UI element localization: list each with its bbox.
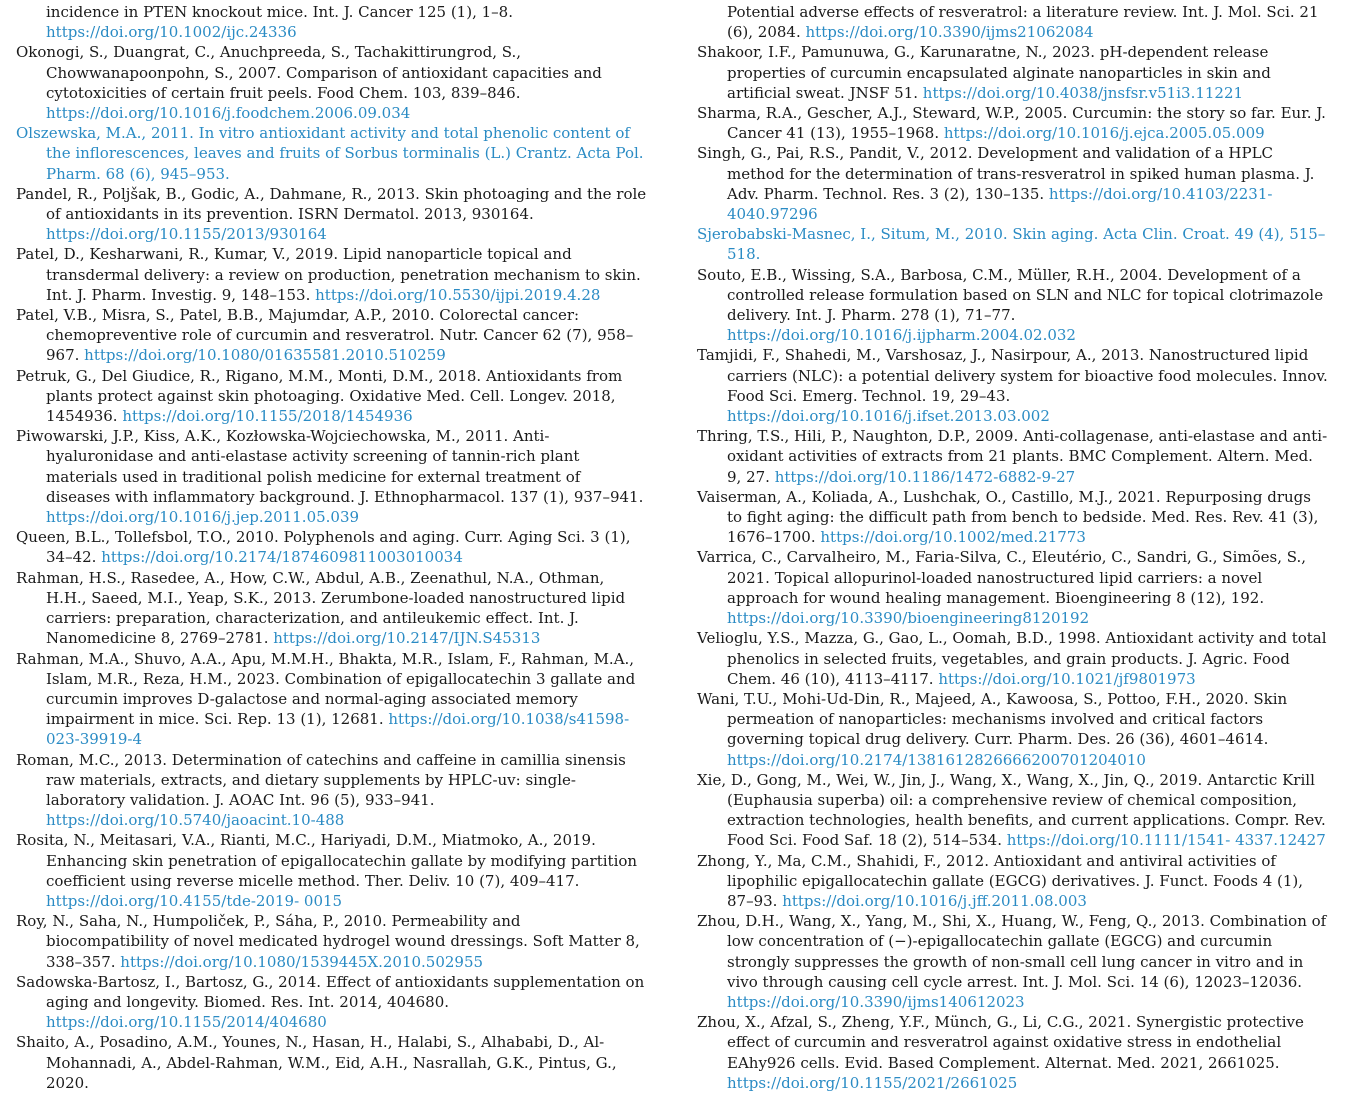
reference-entry [697,487,1329,548]
reference-entry [16,1032,648,1093]
reference-text: Vaiserman, A., Koliada, A., Lushchak, O., Castillo, M.J., 2021. Repurposing drugs to fight aging: the difficult path from bench to bedside. Med. Res. Rev. 41 (3), 1676–1700. [697,487,1319,547]
doi-link[interactable]: https://doi.org/10.5740/jaoacint.10-488 [46,811,345,830]
reference-text: Zhou, X., Afzal, S., Zheng, Y.F., Münch, G., Li, C.G., 2021. Synergistic protective effect of curcumin and resveratrol against oxidative stress in endothelial EAhy926 cells. Evid. Based Complement. Alternat. Med. 2021, 2661025. [697,1013,1304,1072]
reference-text: Rosita, N., Meitasari, V.A., Rianti, M.C., Hariyadi, D.M., Miatmoko, A., 2019. Enhancing skin penetration of epigallocatechin gallate by modifying partition coefficient using reverse micelle method. Ther. Deliv. 10 (7), 409–417. [16,831,638,890]
reference-text: Rahman, M.A., Shuvo, A.A., Apu, M.M.H., Bhakta, M.R., Islam, F., Rahman, M.A., Islam, M.R., Reza, H.M., 2023. Combination of epigallocatechin 3 gallate and curcumin improves D-galactose and normal-aging associated memory impairment in mice. Sci. Rep. 13 (1), 12681. [16,649,636,729]
reference-entry [697,911,1329,1012]
reference-text: Tamjidi, F., Shahedi, M., Varshosaz, J., Nasirpour, A., 2013. Nanostructured lipid carriers (NLC): a potential delivery system for bioactive food molecules. Innov. Food Sci. Emerg. Technol. 19, 29–43. [697,346,1328,405]
doi-link[interactable]: https://doi.org/10.1016/j.ijpharm.2004.02.032 [727,326,1076,345]
reference-text: Roman, M.C., 2013. Determination of catechins and caffeine in camillia sinensis raw materials, extracts, and dietary supplements by HPLC-uv: single-laboratory validation. J. AOAC Int. 96 (5), 933–941. [16,750,626,809]
reference-text: Singh, G., Pai, R.S., Pandit, V., 2012. Development and validation of a HPLC method for the determination of trans-resveratrol in spiked human plasma. J. Adv. Pharm. Technol. Res. 3 (2), 130–135. [697,144,1315,203]
reference-column-right [697,2,1329,1093]
reference-entry [697,547,1329,628]
doi-link[interactable]: https://doi.org/10.3390/ijms21062084 [805,23,1094,42]
doi-link[interactable]: https://doi.org/10.1002/ijc.24336 [46,23,297,42]
reference-text: Queen, B.L., Tollefsbol, T.O., 2010. Polyphenols and aging. Curr. Aging Sci. 3 (1), 34–42. [16,528,631,567]
reference-entry [697,2,1329,42]
doi-link[interactable]: https://doi.org/10.4155/tde-2019- 0015 [46,891,343,910]
reference-entry [697,628,1329,689]
reference-text: Souto, E.B., Wissing, S.A., Barbosa, C.M., Müller, R.H., 2004. Development of a controlled release formulation based on SLN and NLC for topical clotrimazole delivery. Int. J. Pharm. 278 (1), 71–77. [697,265,1324,325]
reference-text: incidence in PTEN knockout mice. Int. J. Cancer 125 (1), 1–8. [46,3,513,21]
reference-text: Potential adverse effects of resveratrol: a literature review. Int. J. Mol. Sci. 21 (6), 2084. [727,3,1319,42]
doi-link[interactable]: https://doi.org/10.1155/2013/930164 [46,225,327,244]
doi-link[interactable]: https://doi.org/10.1016/j.jff.2011.08.003 [782,891,1087,910]
reference-entry [697,143,1329,224]
reference-entry [16,527,648,567]
reference-text: Okonogi, S., Duangrat, C., Anuchpreeda, S., Tachakittirungrod, S., Chowwanapoonpohn, S., 2007. Comparison of antioxidant capacities and cytotoxicities of certain fruit peels. Food Chem. 103, 839–846. [16,43,602,102]
reference-entry [16,42,648,123]
doi-link[interactable]: https://doi.org/10.4038/jnsfsr.v51i3.11221 [922,83,1244,102]
reference-entry [16,568,648,649]
reference-text: Roy, N., Saha, N., Humpoliček, P., Sáha, P., 2010. Permeability and biocompatibility of novel medicated hydrogel wound dressings. Soft Matter 8, 338–357. [16,912,640,971]
reference-entry [697,851,1329,912]
reference-text: Zhou, D.H., Wang, X., Yang, M., Shi, X., Huang, W., Feng, Q., 2013. Combination of low concentration of (−)-epigallocatechin gallate (EGCG) and curcumin strongly suppresses the growth of non-small cell lung cancer in vitro and in vivo through causing cell cycle arrest. Int. J. Mol. Sci. 14 (6), 12023–12036. [697,912,1327,991]
doi-link[interactable]: https://doi.org/10.2147/IJN.S45313 [273,629,541,648]
reference-text: Piwowarski, J.P., Kiss, A.K., Kozłowska-Wojciechowska, M., 2011. Anti-hyaluronidase and anti-elastase activity screening of tannin-rich plant materials used in traditional polish medicine for external treatment of diseases with inflammatory background. J. Ethnopharmacol. 137 (1), 937–941. [16,427,644,506]
reference-entry [697,42,1329,103]
reference-text: Petruk, G., Del Giudice, R., Rigano, M.M., Monti, D.M., 2018. Antioxidants from plants protect against skin photoaging. Oxidative Med. Cell. Longev. 2018, 1454936. [16,366,623,426]
reference-entry [697,103,1329,143]
reference-entry [697,1012,1329,1093]
doi-link[interactable]: https://doi.org/10.5530/ijpi.2019.4.28 [315,285,601,304]
doi-link[interactable]: https://doi.org/10.1155/2018/1454936 [122,407,413,426]
reference-text: Xie, D., Gong, M., Wei, W., Jin, J., Wang, X., Wang, X., Jin, Q., 2019. Antarctic Krill (Euphausia superba) oil: a comprehensive review of chemical composition, extraction technologies, health benefits, and current applications. Compr. Rev. Food Sci. Food Saf. 18 (2), 514–534. [697,770,1326,850]
reference-text: Sharma, R.A., Gescher, A.J., Steward, W.P., 2005. Curcumin: the story so far. Eur. J. Cancer 41 (13), 1955–1968. [697,104,1326,143]
reference-entry [697,265,1329,346]
doi-link[interactable]: https://doi.org/10.1016/j.ifset.2013.03.002 [727,407,1050,426]
reference-entry [16,972,648,1033]
reference-entry [697,689,1329,770]
reference-text: Patel, V.B., Misra, S., Patel, B.B., Majumdar, A.P., 2010. Colorectal cancer: chemopreventive role of curcumin and resveratrol. Nutr. Cancer 62 (7), 958–967. [16,306,634,365]
reference-entry [16,305,648,366]
reference-entry[interactable] [697,224,1329,264]
reference-entry [16,830,648,911]
reference-entry [16,911,648,972]
doi-link[interactable]: https://doi.org/10.3390/bioengineering8120192 [727,609,1090,628]
doi-link[interactable]: https://doi.org/10.1021/jf9801973 [938,669,1196,688]
reference-text: Sjerobabski-Masnec, I., Situm, M., 2010. Skin aging. Acta Clin. Croat. 49 (4), 515–518. [697,225,1326,264]
doi-link[interactable]: https://doi.org/10.1080/1539445X.2010.502955 [120,952,484,971]
reference-text: Shaito, A., Posadino, A.M., Younes, N., Hasan, H., Halabi, S., Alhababi, D., Al-Mohannadi, A., Abdel-Rahman, W.M., Eid, A.H., Nasrallah, G.K., Pintus, G., 2020. [16,1033,617,1092]
reference-text: Shakoor, I.F., Pamunuwa, G., Karunaratne, N., 2023. pH-dependent release properties of curcumin encapsulated alginate nanoparticles in skin and artificial sweat. JNSF 51. [697,43,1271,102]
reference-text: Velioglu, Y.S., Mazza, G., Gao, L., Oomah, B.D., 1998. Antioxidant activity and total phenolics in selected fruits, vegetables, and grain products. J. Agric. Food Chem. 46 (10), 4113–4117. [697,629,1327,688]
doi-link[interactable]: https://doi.org/10.1016/j.foodchem.2006.09.034 [46,104,411,123]
reference-column-left [16,2,648,1093]
reference-text: Varrica, C., Carvalheiro, M., Faria-Silva, C., Eleutério, C., Sandri, G., Simões, S., 2021. Topical allopurinol-loaded nanostructured lipid carriers: a novel approach for wound healing management. Bioengineering 8 (12), 192. [697,548,1307,607]
doi-link[interactable]: https://doi.org/10.1016/j.ejca.2005.05.009 [943,124,1265,143]
reference-entry [16,750,648,831]
doi-link[interactable]: https://doi.org/10.1111/1541- 4337.12427 [1006,831,1326,850]
reference-entry [16,184,648,245]
reference-entry [16,2,648,42]
doi-link[interactable]: https://doi.org/10.1002/med.21773 [820,528,1086,547]
doi-link[interactable]: https://doi.org/10.4103/2231-4040.97296 [727,184,1273,224]
doi-link[interactable]: https://doi.org/10.1038/s41598-023-39919-4 [46,710,630,749]
doi-link[interactable]: https://doi.org/10.2174/1381612826666200701204010 [727,750,1146,769]
reference-text: Zhong, Y., Ma, C.M., Shahidi, F., 2012. Antioxidant and antiviral activities of lipophilic epigallocatechin gallate (EGCG) derivatives. J. Funct. Foods 4 (1), 87–93. [697,851,1304,910]
reference-entry [697,345,1329,426]
reference-entry [697,770,1329,851]
reference-text: Wani, T.U., Mohi-Ud-Din, R., Majeed, A., Kawoosa, S., Pottoo, F.H., 2020. Skin permeation of nanoparticles: mechanisms involved and critical factors governing topical drug delivery. Curr. Pharm. Des. 26 (36), 4601–4614. [697,689,1288,749]
reference-text: Thring, T.S., Hili, P., Naughton, D.P., 2009. Anti-collagenase, anti-elastase and anti-oxidant activities of extracts from 21 plants. BMC Complement. Altern. Med. 9, 27. [697,427,1328,486]
reference-text: Rahman, H.S., Rasedee, A., How, C.W., Abdul, A.B., Zeenathul, N.A., Othman, H.H., Saeed, M.I., Yeap, S.K., 2013. Zerumbone-loaded nanostructured lipid carriers: preparation, characterization, and antileukemic effect. Int. J. Nanomedicine 8, 2769–2781. [16,568,626,648]
reference-text: Pandel, R., Poljšak, B., Godic, A., Dahmane, R., 2013. Skin photoaging and the role of antioxidants in its prevention. ISRN Dermatol. 2013, 930164. [16,184,647,224]
doi-link[interactable]: https://doi.org/10.1080/01635581.2010.510259 [84,346,446,365]
reference-text: Olszewska, M.A., 2011. In vitro antioxidant activity and total phenolic content of the inflorescences, leaves and fruits of Sorbus torminalis (L.) Crantz. Acta Pol. Pharm. 68 (6), 945–953. [16,124,644,183]
doi-link[interactable]: https://doi.org/10.1155/2014/404680 [46,1013,327,1032]
reference-text: Patel, D., Kesharwani, R., Kumar, V., 2019. Lipid nanoparticle topical and transdermal delivery: a review on production, penetration mechanism to skin. Int. J. Pharm. Investig. 9, 148–153. [16,245,641,304]
doi-link[interactable]: https://doi.org/10.3390/ijms140612023 [727,992,1025,1011]
doi-link[interactable]: https://doi.org/10.1186/1472-6882-9-27 [774,467,1076,486]
reference-entry [16,366,648,427]
reference-entry [16,426,648,527]
reference-entry [16,244,648,305]
reference-entry [16,649,648,750]
doi-link[interactable]: https://doi.org/10.2174/1874609811003010034 [101,548,463,567]
reference-entry[interactable] [16,123,648,184]
doi-link[interactable]: https://doi.org/10.1155/2021/2661025 [727,1073,1018,1092]
reference-entry [697,426,1329,487]
doi-link[interactable]: https://doi.org/10.1016/j.jep.2011.05.039 [46,508,360,527]
reference-text: Sadowska-Bartosz, I., Bartosz, G., 2014. Effect of antioxidants supplementation on aging and longevity. Biomed. Res. Int. 2014, 404680. [16,972,645,1011]
